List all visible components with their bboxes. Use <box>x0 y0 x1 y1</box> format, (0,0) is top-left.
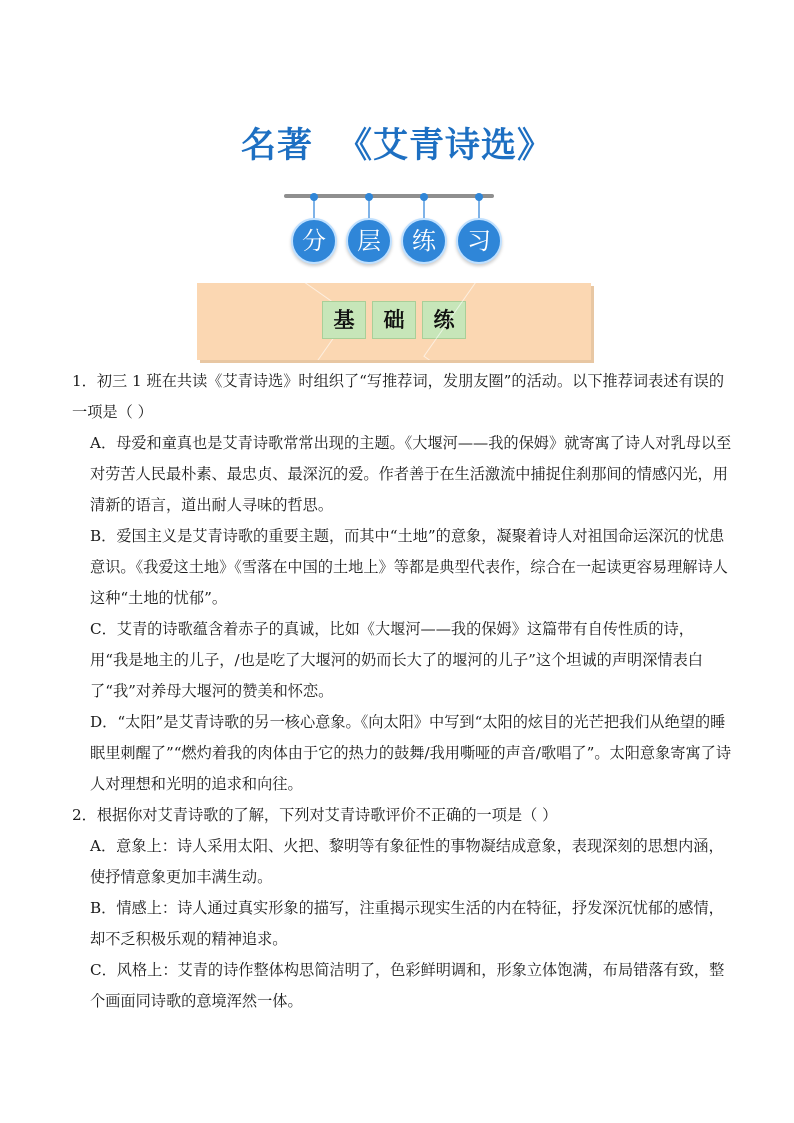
option-a: A．母爱和童真也是艾青诗歌常常出现的主题。《大堰河——我的保姆》就寄寓了诗人对乳母以至对劳苦人民最朴素、最忠贞、最深沉的爱。作者善于在生活激流中捕捉住刹那间的情感闪光，用清新的语言，道出耐人寻味的哲思。 <box>90 434 732 514</box>
page-title <box>0 118 794 168</box>
badge-fen: 分 <box>291 218 337 264</box>
questions-body <box>72 366 732 1017</box>
option-b: B．爱国主义是艾青诗歌的重要主题，而其中“土地”的意象，凝聚着诗人对祖国命运深沉的忧患意识。《我爱这土地》《雪落在中国的土地上》等都是典型代表作，综合在一起读更容易理解诗人这种“土地的忧郁”。 <box>90 527 728 607</box>
section-banner <box>197 283 591 360</box>
option-b: B．情感上：诗人通过真实形象的描写，注重揭示现实生活的内在特征，抒发深沉忧郁的感情，却不乏积极乐观的精神追求。 <box>90 899 724 948</box>
section-char-chu: 础 <box>372 301 416 339</box>
badge-xi: 习 <box>456 218 502 264</box>
question-stem: 2．根据你对艾青诗歌的了解，下列对艾青诗歌评价不正确的一项是（ ） <box>72 806 558 824</box>
title-part1: 名著 <box>240 126 313 166</box>
option-c: C．艾青的诗歌蕴含着赤子的真诚，比如《大堰河——我的保姆》这篇带有自传性质的诗，用“我是地主的儿子，/也是吃了大堰河的奶而长大了的堰河的儿子”这个坦诚的声明深情表白了“我”对养母大堰河的赞美和怀恋。 <box>90 620 703 700</box>
section-char-ji: 基 <box>322 301 366 339</box>
badge-lian: 练 <box>401 218 447 264</box>
option-d: D．“太阳”是艾青诗歌的另一核心意象。《向太阳》中写到“太阳的炫目的光芒把我们从绝望的睡眠里刺醒了”“燃灼着我的肉体由于它的热力的鼓舞/我用嘶哑的声音/歌唱了”。太阳意象寄寓了诗人对理想和光明的追求和向往。 <box>90 713 732 793</box>
option-a: A．意象上：诗人采用太阳、火把、黎明等有象征性的事物凝结成意象，表现深刻的思想内涵，使抒情意象更加丰满生动。 <box>90 837 724 886</box>
badge-ceng: 层 <box>346 218 392 264</box>
section-char-lian: 练 <box>422 301 466 339</box>
question-stem: 1．初三 1 班在共读《艾青诗选》时组织了“写推荐词，发朋友圈”的活动。以下推荐词表述有误的一项是（ ） <box>72 372 725 421</box>
title-part2: 《艾青诗选》 <box>337 126 554 166</box>
option-c: C．风格上：艾青的诗作整体构思简洁明了，色彩鲜明调和，形象立体饱满，布局错落有致，整个画面同诗歌的意境浑然一体。 <box>90 961 725 1010</box>
